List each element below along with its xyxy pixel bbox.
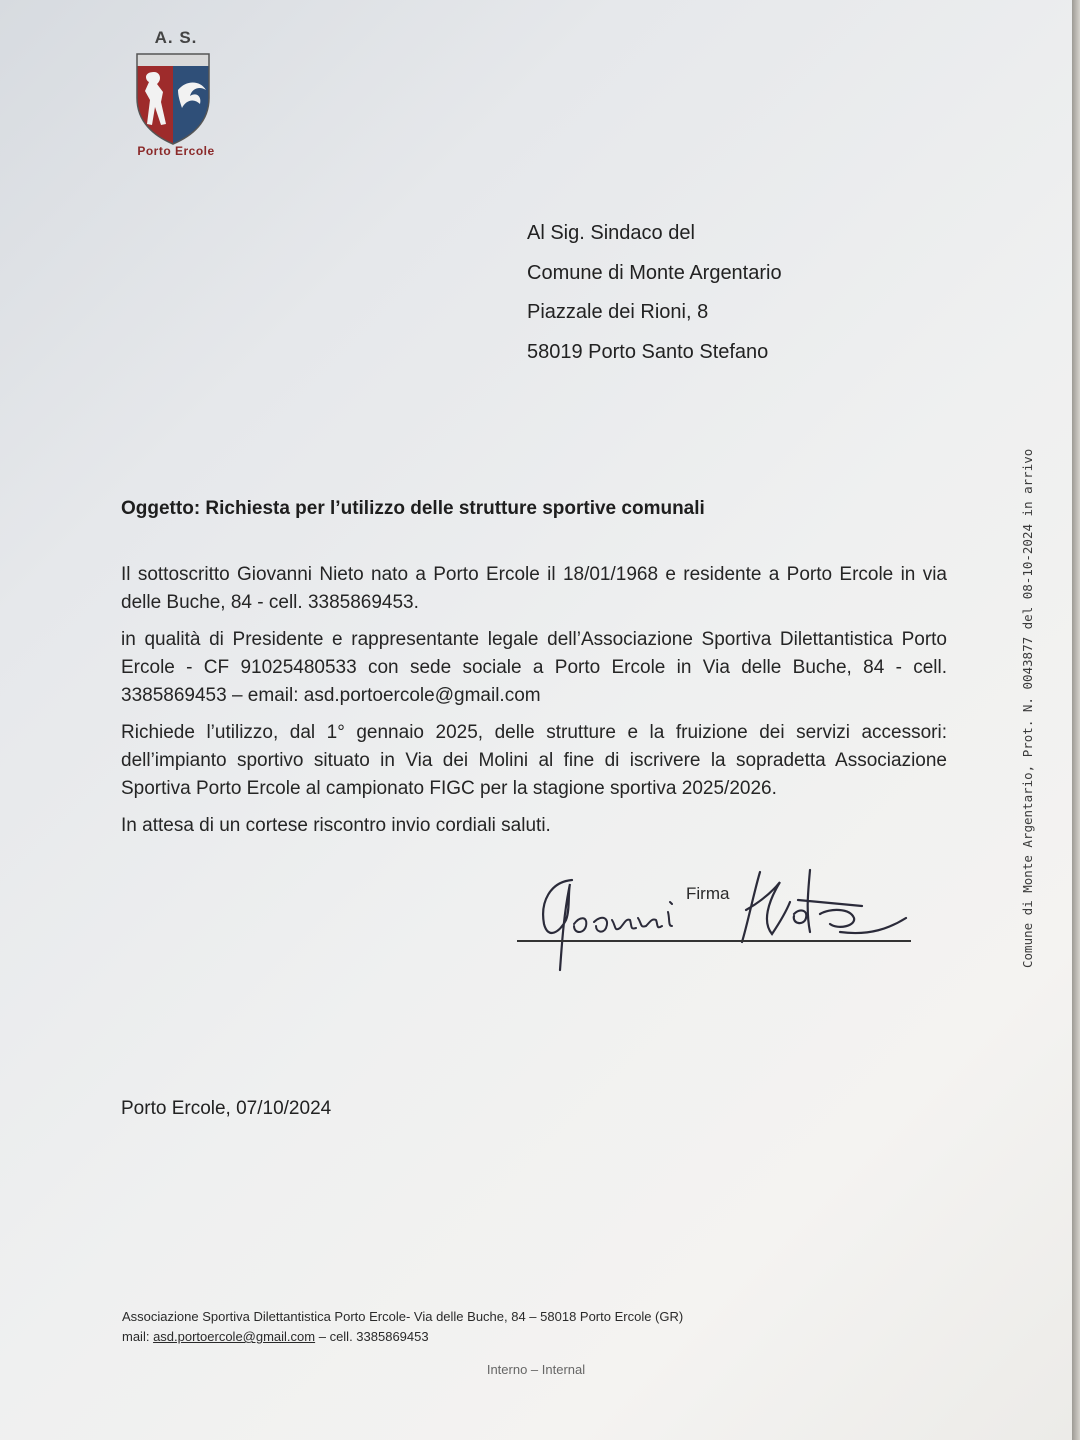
paragraph-role: in qualità di Presidente e rappresentante legale dell’Associazione Sportiva Dilettantistica Porto Ercole - CF 91025480533 con sede sociale a Porto Ercole in Via delle Buche, 84 - cell. 3385869453 – email: asd.portoercole@gmail.com bbox=[121, 629, 947, 706]
letter-body bbox=[121, 561, 947, 849]
paragraph-request: Richiede l’utilizzo, dal 1° gennaio 2025, delle strutture e la fruizione dei servizi accessori: dell’impianto sportivo situato in Via dei Molini al fine di iscrivere la sopradetta Associazione Sportiva Porto Ercole al campionato FIGC per la stagione sportiva 2025/2026. bbox=[121, 722, 947, 799]
recipient-address bbox=[527, 222, 782, 380]
page-edge-shadow bbox=[1072, 0, 1080, 1440]
signature-line bbox=[517, 940, 911, 942]
footer-mail-prefix: mail: bbox=[122, 1329, 154, 1344]
classification-label: Interno – Internal bbox=[486, 1362, 586, 1377]
club-logo bbox=[118, 28, 234, 168]
paragraph-applicant: Il sottoscritto Giovanni Nieto nato a Porto Ercole il 18/01/1968 e residente a Porto Ercole in via delle Buche, 84 - cell. 3385869453. bbox=[121, 564, 947, 613]
protocol-stamp: Comune di Monte Argentario, Prot. N. 0043877 del 08-10-2024 in arrivo bbox=[1020, 448, 1035, 968]
footer-email-link[interactable]: asd.portoercole@gmail.com bbox=[153, 1329, 316, 1344]
logo-initials: A. S. bbox=[154, 28, 198, 47]
recipient-line: Al Sig. Sindaco del bbox=[527, 222, 695, 244]
logo-club-name: Porto Ercole bbox=[137, 144, 215, 158]
letter-subject: Oggetto: Richiesta per l’utilizzo delle strutture sportive comunali bbox=[121, 498, 705, 519]
footer-address: Associazione Sportiva Dilettantistica Porto Ercole- Via delle Buche, 84 – 58018 Porto Ercole (GR) bbox=[122, 1309, 684, 1324]
recipient-line: Comune di Monte Argentario bbox=[527, 261, 782, 284]
shield-icon bbox=[134, 52, 212, 146]
letter-footer bbox=[122, 1307, 683, 1347]
paragraph-closing: In attesa di un cortese riscontro invio cordiali saluti. bbox=[121, 815, 551, 836]
recipient-line: 58019 Porto Santo Stefano bbox=[527, 340, 769, 363]
place-and-date: Porto Ercole, 07/10/2024 bbox=[121, 1098, 332, 1119]
footer-phone: – cell. 3385869453 bbox=[315, 1329, 429, 1344]
signature-label: Firma bbox=[686, 884, 730, 903]
recipient-line: Piazzale dei Rioni, 8 bbox=[527, 301, 709, 323]
handwritten-signature bbox=[510, 862, 920, 977]
footer-contact bbox=[122, 1327, 683, 1347]
